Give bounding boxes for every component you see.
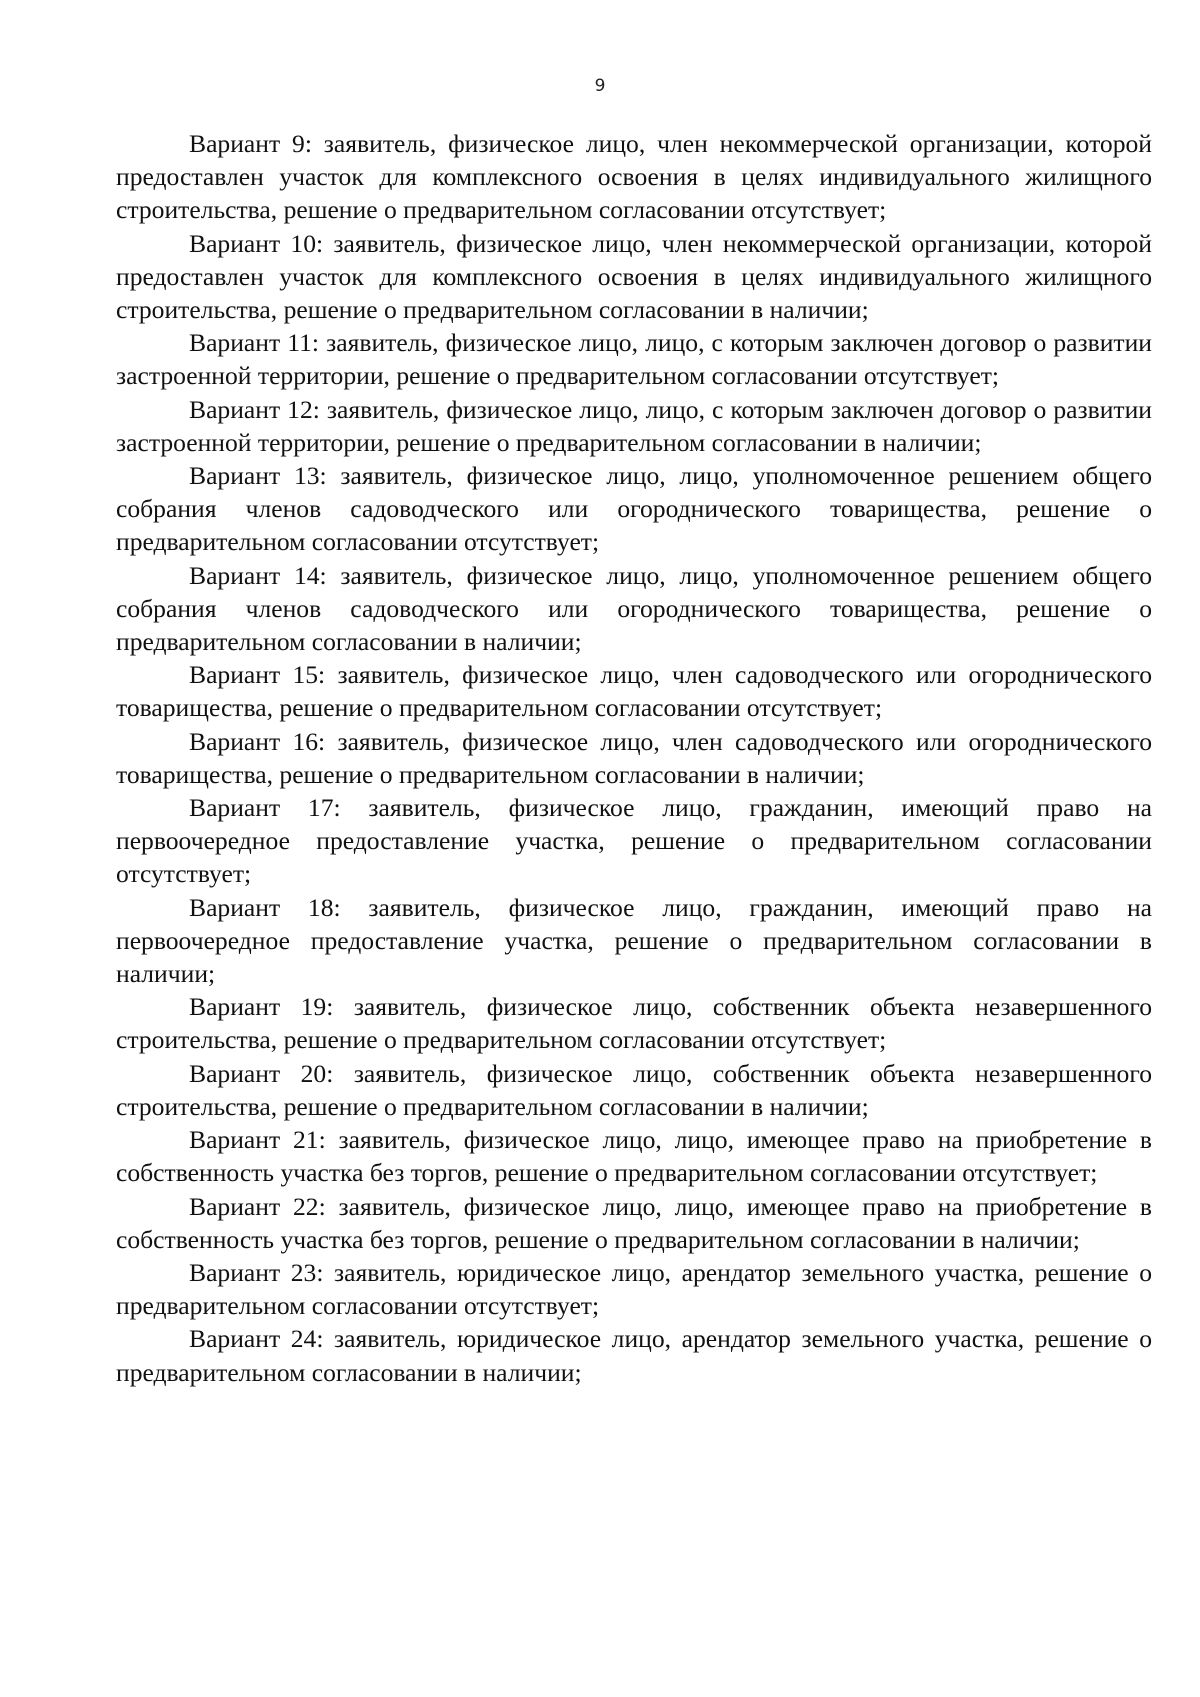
variant-paragraph-10: Вариант 10: заявитель, физическое лицо, член некоммерческой организации, которой предоставлен участок для комплексного освоения в целях индивидуального жилищного строительства, решение о предварительном согласовании в наличии; [116, 228, 1152, 325]
variant-paragraph-15: Вариант 15: заявитель, физическое лицо, член садоводческого или огороднического товарищества, решение о предварительном согласовании отсутствует; [116, 660, 1152, 723]
variant-paragraph-11: Вариант 11: заявитель, физическое лицо, лицо, с которым заключен договор о развитии застроенной территории, решение о предварительном согласовании отсутствует; [116, 328, 1152, 391]
variant-paragraph-9: Вариант 9: заявитель, физическое лицо, член некоммерческой организации, которой предоставлен участок для комплексного освоения в целях индивидуального жилищного строительства, решение о предварительном согласовании отсутствует; [116, 129, 1152, 225]
variant-paragraph-20: Вариант 20: заявитель, физическое лицо, собственник объекта незавершенного строительства, решение о предварительном согласовании в наличии; [116, 1058, 1152, 1121]
variant-paragraph-14: Вариант 14: заявитель, физическое лицо, лицо, уполномоченное решением общего собрания членов садоводческого или огороднического товарищества, решение о предварительном согласовании в наличии; [116, 560, 1152, 657]
document-body [116, 127, 1152, 1389]
variant-paragraph-24: Вариант 24: заявитель, юридическое лицо, арендатор земельного участка, решение о предварительном согласовании в наличии; [116, 1324, 1152, 1387]
variant-paragraph-17: Вариант 17: заявитель, физическое лицо, гражданин, имеющий право на первоочередное предоставление участка, решение о предварительном согласовании отсутствует; [116, 793, 1152, 889]
page-number: 9 [594, 76, 606, 96]
variant-paragraph-13: Вариант 13: заявитель, физическое лицо, лицо, уполномоченное решением общего собрания членов садоводческого или огороднического товарищества, решение о предварительном согласовании отсутствует; [116, 461, 1152, 557]
variant-paragraph-21: Вариант 21: заявитель, физическое лицо, лицо, имеющее право на приобретение в собственность участка без торгов, решение о предварительном согласовании отсутствует; [116, 1125, 1152, 1188]
variant-paragraph-22: Вариант 22: заявитель, физическое лицо, лицо, имеющее право на приобретение в собственность участка без торгов, решение о предварительном согласовании в наличии; [116, 1191, 1152, 1254]
variant-paragraph-23: Вариант 23: заявитель, юридическое лицо, арендатор земельного участка, решение о предварительном согласовании отсутствует; [116, 1257, 1152, 1321]
variant-paragraph-19: Вариант 19: заявитель, физическое лицо, собственник объекта незавершенного строительства, решение о предварительном согласовании отсутствует; [116, 992, 1152, 1055]
variant-paragraph-12: Вариант 12: заявитель, физическое лицо, лицо, с которым заключен договор о развитии застроенной территории, решение о предварительном согласовании в наличии; [116, 394, 1152, 457]
variant-paragraph-18: Вариант 18: заявитель, физическое лицо, гражданин, имеющий право на первоочередное предоставление участка, решение о предварительном согласовании в наличии; [116, 892, 1152, 989]
variant-paragraph-16: Вариант 16: заявитель, физическое лицо, член садоводческого или огороднического товарищества, решение о предварительном согласовании в наличии; [116, 726, 1152, 789]
